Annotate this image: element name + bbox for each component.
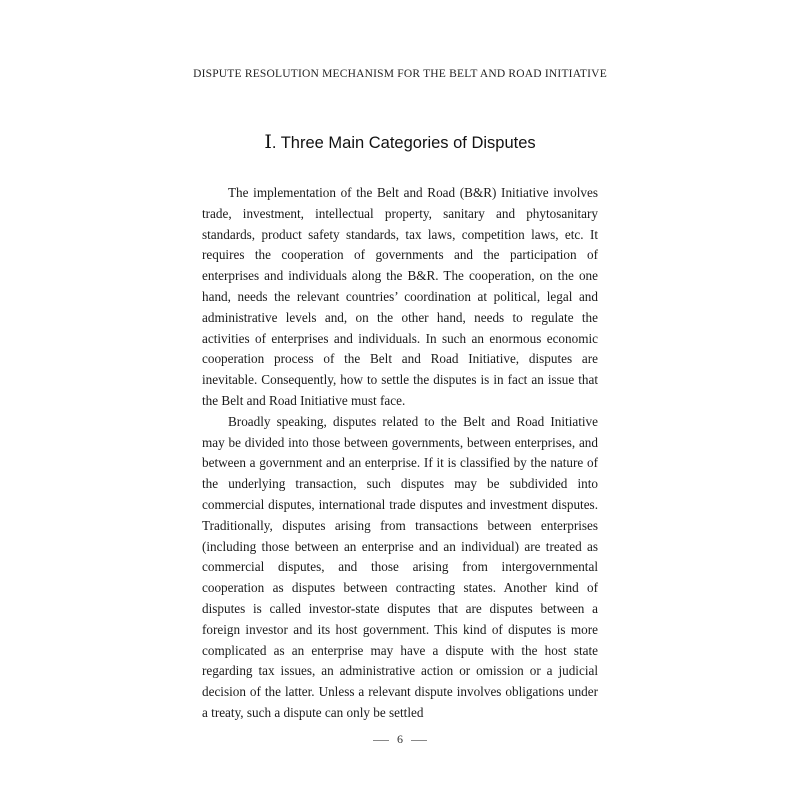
- body-text: [202, 183, 598, 724]
- footer-dash-right: [411, 740, 427, 741]
- paragraph: Broadly speaking, disputes related to the Belt and Road Initiative may be divided into those between governments, between enterprises, and between a government and an enterprise. If it is classified by the nature of the underlying transaction, such disputes may be subdivided into commercial disputes, international trade disputes and investment disputes. Traditionally, disputes arising from transactions between enterprises (including those between an enterprise and an individual) are treated as commercial disputes, and those arising from intergovernmental cooperation as disputes between contracting states. Another kind of disputes is called investor-state disputes that are disputes between a foreign investor and its host government. This kind of disputes is more complicated as an enterprise may have a dispute with the host state regarding tax issues, an administrative action or omission or a judicial decision of the latter. Unless a relevant dispute involves obligations under a treaty, such a dispute can only be settled: [202, 413, 598, 720]
- paragraph: The implementation of the Belt and Road (B&R) Initiative involves trade, investment, intellectual property, sanitary and phytosanitary standards, product safety standards, tax laws, competition laws, etc. It requires the cooperation of governments and the participation of enterprises and individuals along the B&R. The cooperation, on the one hand, needs the relevant countries’ coordination at political, legal and administrative levels and, on the other hand, needs to regulate the activities of enterprises and individuals. In such an enormous economic cooperation process of the Belt and Road Initiative, disputes are inevitable. Consequently, how to settle the disputes is in fact an issue that the Belt and Road Initiative must face.: [202, 185, 598, 408]
- section-separator: .: [271, 134, 277, 152]
- running-header: DISPUTE RESOLUTION MECHANISM FOR THE BELT AND ROAD INITIATIVE: [193, 68, 607, 80]
- section-heading: [0, 131, 800, 154]
- page-number: 6: [397, 732, 403, 746]
- section-title: Three Main Categories of Disputes: [280, 134, 536, 152]
- footer-dash-left: [373, 740, 389, 741]
- section-numeral: Ⅰ: [264, 132, 272, 153]
- page-footer: [0, 732, 800, 747]
